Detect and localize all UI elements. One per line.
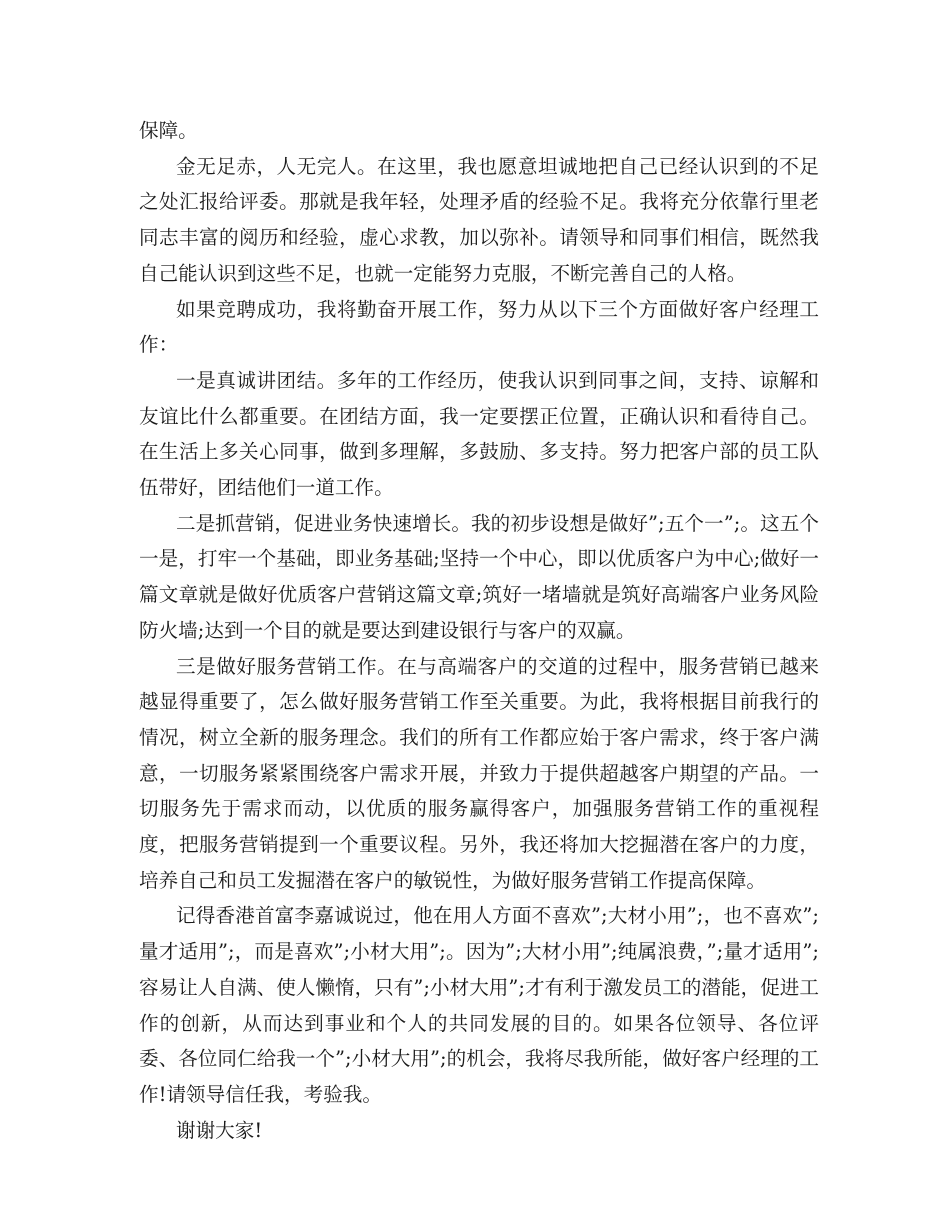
paragraph-service: 三是做好服务营销工作。在与高端客户的交道的过程中，服务营销已越来越显得重要了，怎么做好服务营销工作至关重要。为此，我将根据目前我行的情况，树立全新的服务理念。我们的所有工作都应始于客户需求，终于客户满意，一切服务紧紧围绕客户需求开展，并致力于提供超越客户期望的产品。一切服务先于需求而动，以优质的服务赢得客户，加强服务营销工作的重视程度，把服务营销提到一个重要议程。另外，我还将加大挖掘潜在客户的力度，培养自己和员工发掘潜在客户的敏锐性，为做好服务营销工作提高保障。 <box>139 654 819 892</box>
paragraph-unity: 一是真诚讲团结。多年的工作经历，使我认识到同事之间，支持、谅解和友谊比什么都重要。在团结方面，我一定要摆正位置，正确认识和看待自己。在生活上多关心同事，做到多理解，多鼓励、多支持。努力把客户部的员工队伍带好，团结他们一道工作。 <box>139 368 819 500</box>
paragraph-continuation: 保障。 <box>139 119 198 142</box>
document-page <box>139 113 819 1148</box>
paragraph-marketing: 二是抓营销，促进业务快速增长。我的初步设想是做好”;五个一”;。这五个一是，打牢一个基础，即业务基础;坚持一个中心，即以优质客户为中心;做好一篇文章就是做好优质客户营销这篇文章;筑好一堵墙就是筑好高端客户业务风险防火墙;达到一个目的就是要达到建设银行与客户的双赢。 <box>139 511 819 642</box>
paragraph-thanks: 谢谢大家! <box>176 1118 263 1142</box>
paragraph-shortcomings: 金无足赤，人无完人。在这里，我也愿意坦诚地把自己已经认识到的不足之处汇报给评委。那就是我年轻，处理矛盾的经验不足。我将充分依靠行里老同志丰富的阅历和经验，虚心求教，加以弥补。请领导和同事们相信，既然我自己能认识到这些不足，也就一定能努力克服，不断完善自己的人格。 <box>139 154 819 285</box>
paragraph-li-ka-shing: 记得香港首富李嘉诚说过，他在用人方面不喜欢”;大材小用”;，也不喜欢”;量才适用”;，而是喜欢”;小材大用”;。因为”;大材小用”;纯属浪费，”;量才适用”;容易让人自满、使人懒惰，只有”;小材大用”;才有利于激发员工的潜能，促进工作的创新，从而达到事业和个人的共同发展的目的。如果各位领导、各位评委、各位同仁给我一个”;小材大用”;的机会，我将尽我所能，做好客户经理的工作!请领导信任我，考验我。 <box>139 904 819 1106</box>
paragraph-intro-plan: 如果竞聘成功，我将勤奋开展工作，努力从以下三个方面做好客户经理工作： <box>139 297 819 357</box>
